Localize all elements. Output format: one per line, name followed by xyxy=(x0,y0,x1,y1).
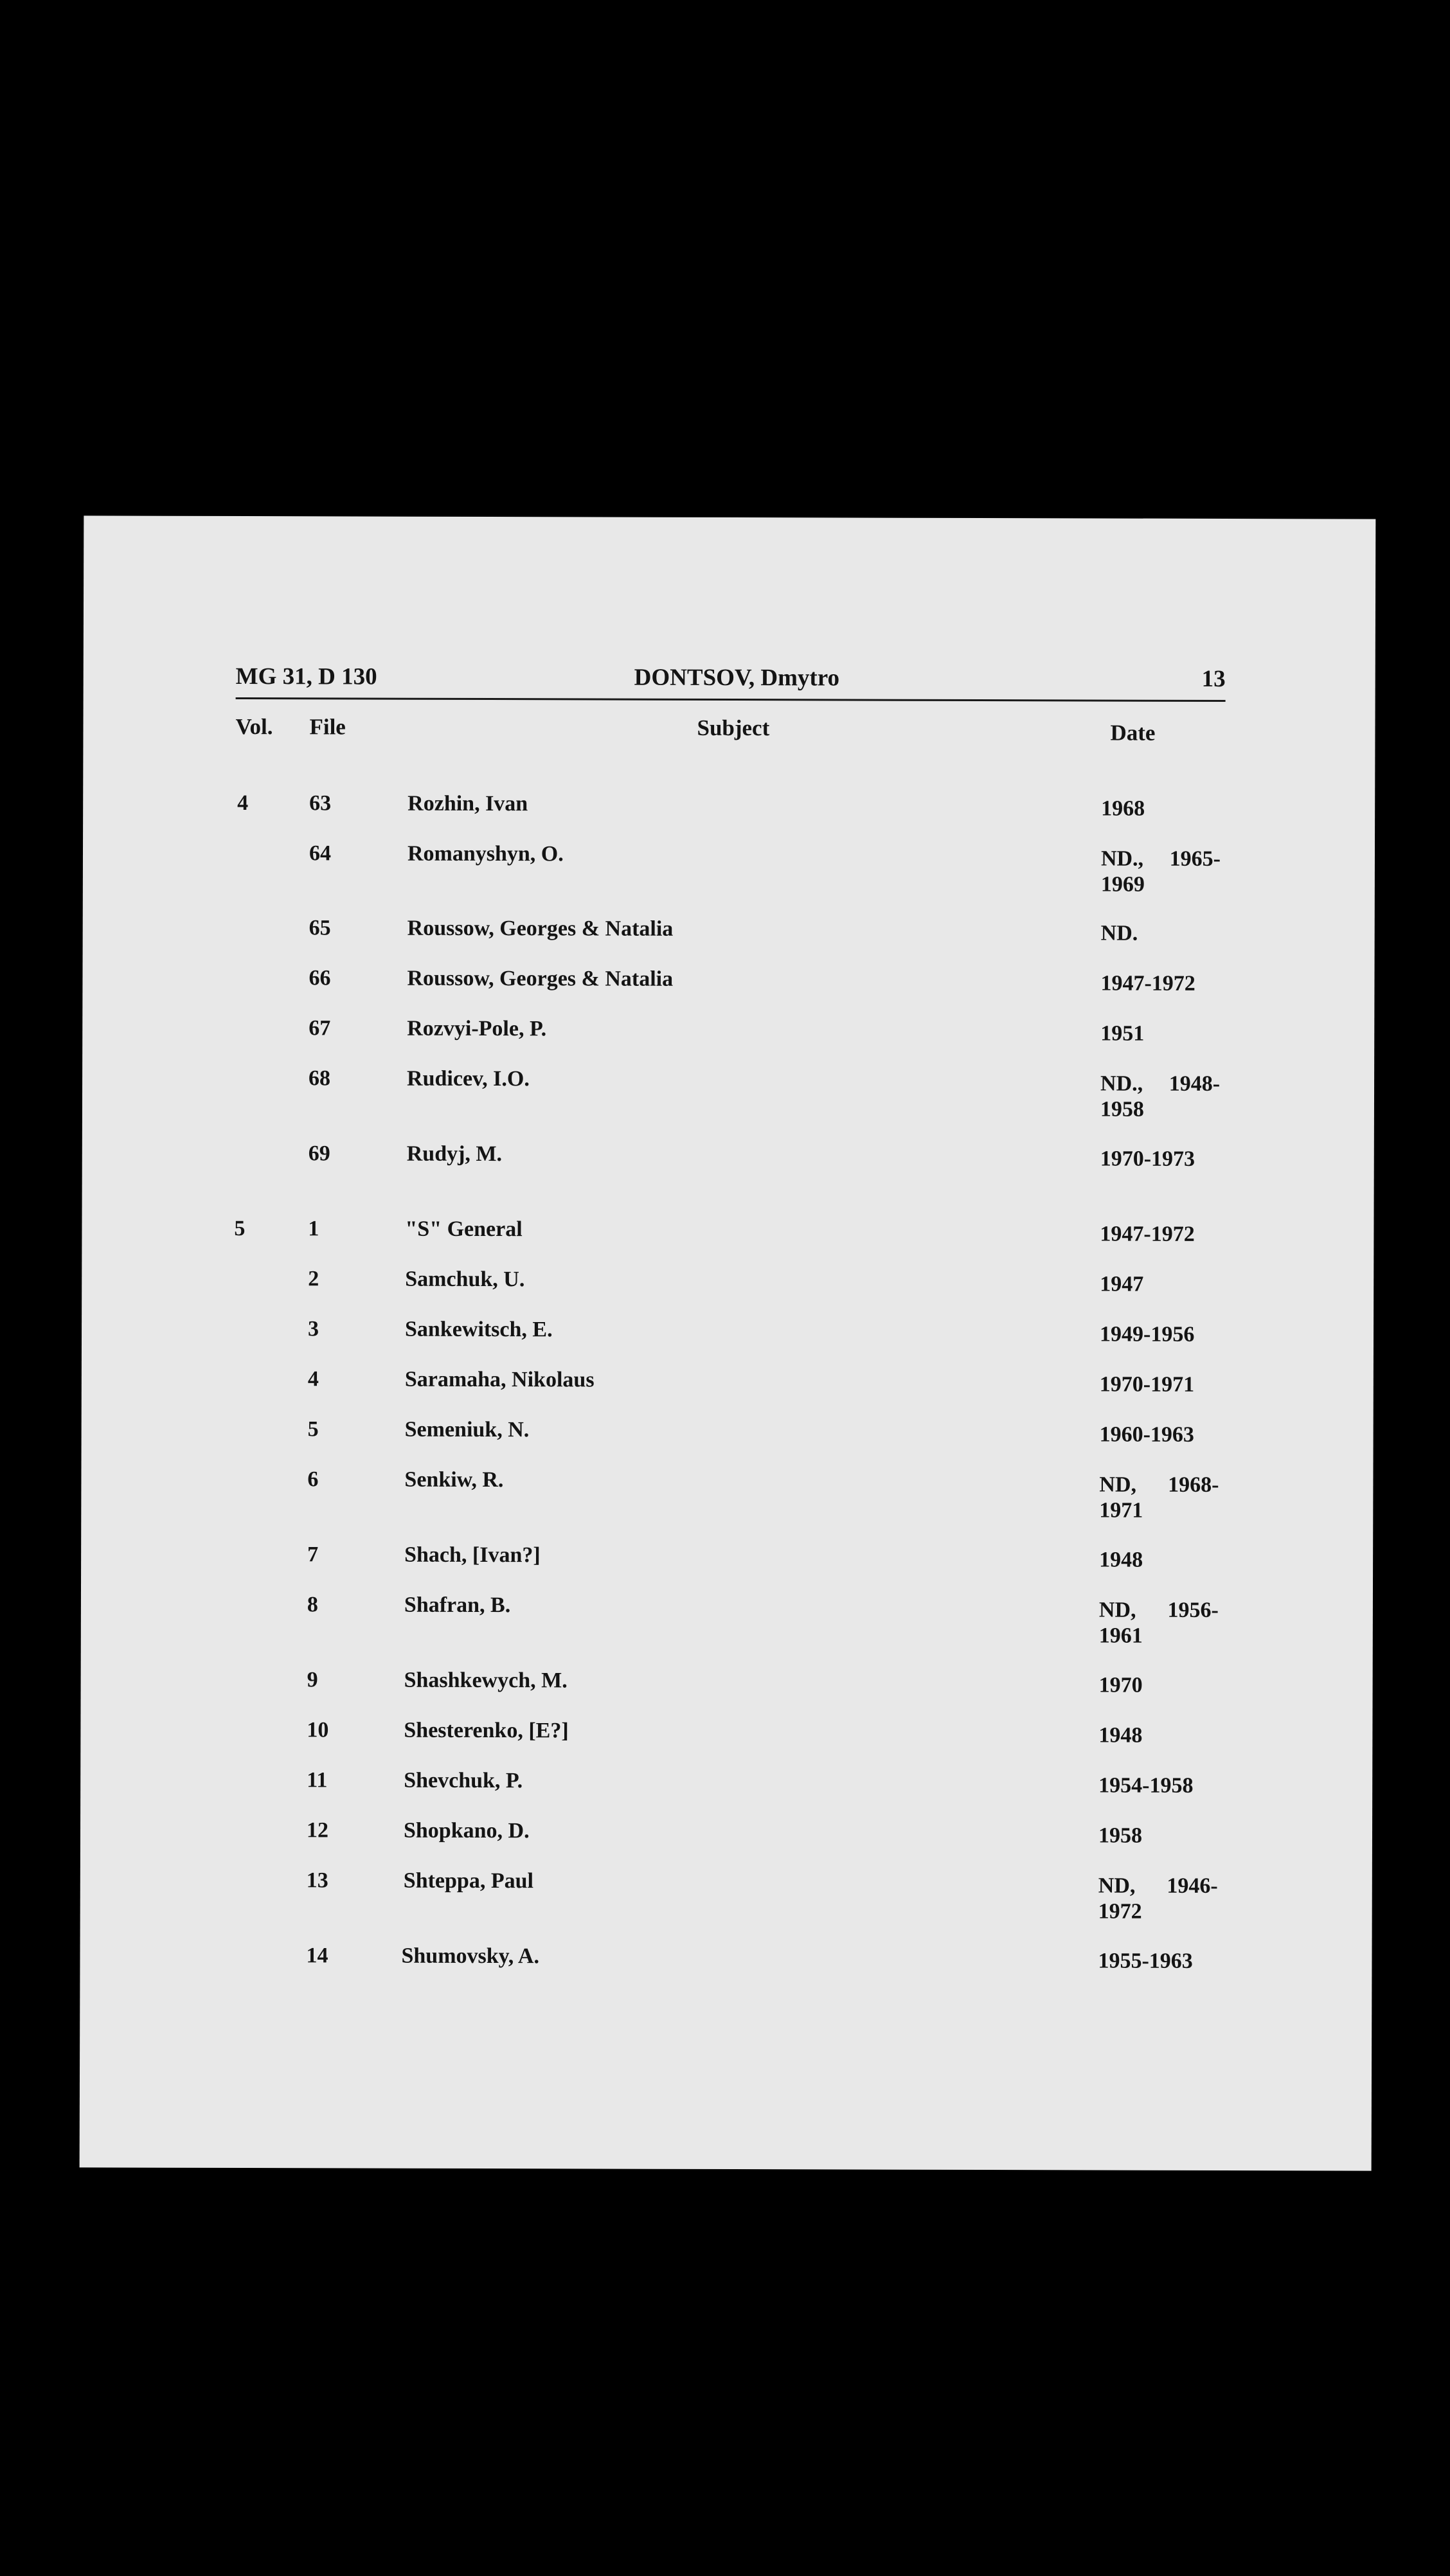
file-cell: 1 xyxy=(308,1217,319,1241)
file-cell: 69 xyxy=(308,1141,330,1166)
date-cell xyxy=(1098,1874,1218,1925)
subject-cell: Shesterenko, [E?] xyxy=(404,1718,569,1743)
page-number: 13 xyxy=(1201,665,1226,693)
subject-cell: Rozvyi-Pole, P. xyxy=(407,1016,547,1041)
document-page xyxy=(80,515,1376,2170)
subject-cell: Roussow, Georges & Natalia xyxy=(407,966,674,991)
file-cell: 2 xyxy=(308,1267,319,1291)
date-part: 1972 xyxy=(1098,1899,1142,1924)
date-cell: 1948 xyxy=(1099,1548,1143,1572)
date-part: 1956- xyxy=(1167,1598,1219,1623)
column-header-subject: Subject xyxy=(697,715,770,741)
date-part: ND, xyxy=(1098,1598,1136,1622)
file-cell: 11 xyxy=(307,1768,328,1793)
date-part: 1971 xyxy=(1099,1498,1143,1523)
date-cell: 1958 xyxy=(1098,1823,1143,1848)
fonds-title: DONTSOV, Dmytro xyxy=(634,664,840,692)
date-part: ND., xyxy=(1100,846,1144,871)
file-cell: 65 xyxy=(309,916,331,940)
date-cell: 1949-1956 xyxy=(1099,1322,1195,1346)
file-cell: 10 xyxy=(307,1718,329,1742)
subject-cell: "S" General xyxy=(405,1217,523,1242)
date-cell xyxy=(1099,1598,1219,1649)
date-part: 1961 xyxy=(1098,1623,1143,1648)
date-part: ND, xyxy=(1098,1874,1136,1898)
date-cell: 1947 xyxy=(1100,1272,1144,1296)
date-part: ND., xyxy=(1100,1071,1143,1096)
subject-cell: Rudyj, M. xyxy=(406,1141,503,1167)
subject-cell: Semeniuk, N. xyxy=(404,1417,530,1442)
vol-cell: 5 xyxy=(234,1216,246,1241)
file-cell: 66 xyxy=(309,966,331,990)
date-part: 1969 xyxy=(1100,872,1145,897)
subject-cell: Senkiw, R. xyxy=(404,1467,504,1492)
date-cell: 1970-1971 xyxy=(1099,1372,1195,1397)
vol-cell: 4 xyxy=(237,791,249,816)
file-cell: 64 xyxy=(309,841,332,866)
date-cell xyxy=(1100,1071,1220,1123)
file-cell: 5 xyxy=(307,1417,319,1442)
file-cell: 8 xyxy=(307,1593,318,1617)
date-cell xyxy=(1101,846,1221,898)
column-header-file: File xyxy=(309,714,346,740)
file-cell: 67 xyxy=(309,1016,331,1041)
column-header-date: Date xyxy=(1110,720,1156,746)
file-cell: 4 xyxy=(307,1367,319,1391)
date-cell: 1947-1972 xyxy=(1100,971,1195,996)
file-cell: 9 xyxy=(307,1668,318,1692)
date-part: 1958 xyxy=(1100,1097,1145,1122)
file-cell: 12 xyxy=(306,1818,329,1843)
date-cell: 1960-1963 xyxy=(1099,1422,1195,1447)
subject-cell: Shumovsky, A. xyxy=(401,1944,540,1969)
file-cell: 7 xyxy=(307,1543,319,1567)
date-part: ND, xyxy=(1099,1472,1137,1497)
subject-cell: Samchuk, U. xyxy=(405,1267,525,1292)
column-header-vol: Vol. xyxy=(235,713,273,740)
subject-cell: Shafran, B. xyxy=(404,1593,511,1618)
date-part: 1968- xyxy=(1168,1472,1219,1498)
date-cell: 1954-1958 xyxy=(1098,1773,1194,1798)
date-cell: 1947-1972 xyxy=(1100,1222,1195,1246)
date-cell: 1948 xyxy=(1098,1723,1143,1748)
subject-cell: Shach, [Ivan?] xyxy=(404,1543,541,1568)
file-cell: 13 xyxy=(306,1868,328,1893)
file-cell: 6 xyxy=(307,1467,319,1492)
date-part: 1948- xyxy=(1168,1071,1221,1096)
header-rule xyxy=(236,697,1226,702)
date-cell: 1951 xyxy=(1100,1021,1145,1046)
subject-cell: Saramaha, Nikolaus xyxy=(404,1367,595,1392)
file-cell: 68 xyxy=(309,1066,331,1091)
subject-cell: Rudicev, I.O. xyxy=(407,1066,530,1091)
subject-cell: Roussow, Georges & Natalia xyxy=(407,916,674,941)
date-cell: 1955-1963 xyxy=(1098,1949,1193,1973)
subject-cell: Romanyshyn, O. xyxy=(407,841,564,866)
subject-cell: Shashkewych, M. xyxy=(404,1668,568,1693)
date-cell: 1970 xyxy=(1098,1673,1143,1697)
subject-cell: Sankewitsch, E. xyxy=(405,1317,553,1342)
subject-cell: Shteppa, Paul xyxy=(403,1868,534,1893)
file-cell: 14 xyxy=(306,1944,328,1968)
date-cell: ND. xyxy=(1100,921,1138,945)
file-cell: 63 xyxy=(309,791,332,816)
date-part: 1965- xyxy=(1169,846,1221,872)
date-cell: 1968 xyxy=(1101,796,1145,821)
date-part: 1946- xyxy=(1167,1874,1218,1898)
date-cell xyxy=(1099,1472,1219,1524)
subject-cell: Shevchuk, P. xyxy=(404,1768,523,1793)
date-cell: 1970-1973 xyxy=(1100,1147,1195,1171)
collection-reference: MG 31, D 130 xyxy=(235,663,377,690)
subject-cell: Rozhin, Ivan xyxy=(407,791,528,816)
subject-cell: Shopkano, D. xyxy=(403,1818,530,1843)
file-cell: 3 xyxy=(308,1317,319,1341)
